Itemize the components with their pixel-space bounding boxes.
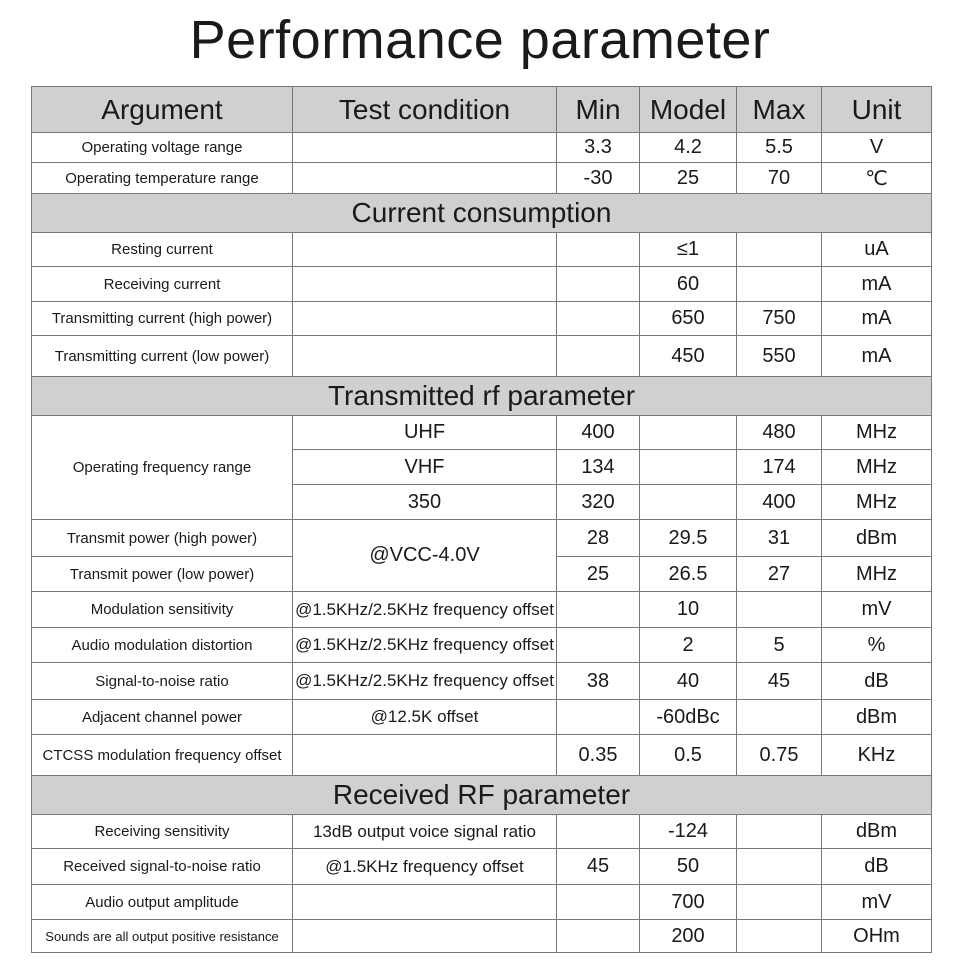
section-title: Transmitted rf parameter bbox=[32, 377, 932, 416]
table-row bbox=[32, 520, 932, 557]
condition-cell bbox=[293, 233, 557, 267]
condition-cell: @1.5KHz/2.5KHz frequency offset bbox=[293, 628, 557, 663]
argument-cell: Transmitting current (high power) bbox=[32, 302, 293, 336]
unit-cell: KHz bbox=[822, 735, 932, 776]
min-cell bbox=[557, 233, 640, 267]
section-received-rf-parameter bbox=[32, 776, 932, 815]
model-cell: 26.5 bbox=[640, 557, 737, 592]
condition-cell bbox=[293, 267, 557, 302]
table-row bbox=[32, 735, 932, 776]
model-cell: ≤1 bbox=[640, 233, 737, 267]
min-cell: 3.3 bbox=[557, 133, 640, 163]
model-cell: 60 bbox=[640, 267, 737, 302]
argument-cell: Modulation sensitivity bbox=[32, 592, 293, 628]
header-argument: Argument bbox=[32, 87, 293, 133]
argument-cell: Operating voltage range bbox=[32, 133, 293, 163]
model-cell: 25 bbox=[640, 163, 737, 194]
table-row bbox=[32, 885, 932, 920]
min-cell bbox=[557, 700, 640, 735]
condition-cell: @1.5KHz frequency offset bbox=[293, 849, 557, 885]
max-cell: 70 bbox=[737, 163, 822, 194]
table-row bbox=[32, 416, 932, 450]
unit-cell: MHz bbox=[822, 557, 932, 592]
page-title: Performance parameter bbox=[189, 10, 771, 70]
table-row bbox=[32, 267, 932, 302]
header-max: Max bbox=[737, 87, 822, 133]
table-row bbox=[32, 815, 932, 849]
header-model: Model bbox=[640, 87, 737, 133]
model-cell bbox=[640, 450, 737, 485]
model-cell: 50 bbox=[640, 849, 737, 885]
argument-cell: Received signal-to-noise ratio bbox=[32, 849, 293, 885]
condition-cell: @VCC-4.0V bbox=[293, 520, 557, 592]
max-cell: 5.5 bbox=[737, 133, 822, 163]
condition-cell: UHF bbox=[293, 416, 557, 450]
model-cell: 0.5 bbox=[640, 735, 737, 776]
min-cell: 0.35 bbox=[557, 735, 640, 776]
argument-cell: Receiving sensitivity bbox=[32, 815, 293, 849]
table-row bbox=[32, 336, 932, 377]
condition-cell: @1.5KHz/2.5KHz frequency offset bbox=[293, 592, 557, 628]
min-cell bbox=[557, 267, 640, 302]
max-cell: 31 bbox=[737, 520, 822, 557]
header-row bbox=[32, 87, 932, 133]
condition-cell: 13dB output voice signal ratio bbox=[293, 815, 557, 849]
unit-cell: ℃ bbox=[822, 163, 932, 194]
condition-cell: 350 bbox=[293, 485, 557, 520]
min-cell bbox=[557, 815, 640, 849]
argument-cell: Audio output amplitude bbox=[32, 885, 293, 920]
condition-cell bbox=[293, 133, 557, 163]
header-unit: Unit bbox=[822, 87, 932, 133]
min-cell bbox=[557, 628, 640, 663]
table-row bbox=[32, 700, 932, 735]
argument-cell: Transmit power (low power) bbox=[32, 557, 293, 592]
argument-cell: Adjacent channel power bbox=[32, 700, 293, 735]
argument-cell: Signal-to-noise ratio bbox=[32, 663, 293, 700]
model-cell: 700 bbox=[640, 885, 737, 920]
table-row bbox=[32, 302, 932, 336]
condition-cell bbox=[293, 920, 557, 953]
header-test-condition: Test condition bbox=[293, 87, 557, 133]
unit-cell: dBm bbox=[822, 520, 932, 557]
model-cell bbox=[640, 485, 737, 520]
min-cell: 25 bbox=[557, 557, 640, 592]
header-min: Min bbox=[557, 87, 640, 133]
table-row bbox=[32, 849, 932, 885]
max-cell: 174 bbox=[737, 450, 822, 485]
max-cell bbox=[737, 849, 822, 885]
argument-cell: CTCSS modulation frequency offset bbox=[32, 735, 293, 776]
table-row bbox=[32, 163, 932, 194]
min-cell bbox=[557, 336, 640, 377]
max-cell: 45 bbox=[737, 663, 822, 700]
unit-cell: mA bbox=[822, 267, 932, 302]
argument-cell: Transmit power (high power) bbox=[32, 520, 293, 557]
max-cell bbox=[737, 920, 822, 953]
min-cell: 45 bbox=[557, 849, 640, 885]
min-cell bbox=[557, 302, 640, 336]
model-cell: -124 bbox=[640, 815, 737, 849]
model-cell: 200 bbox=[640, 920, 737, 953]
unit-cell: dB bbox=[822, 663, 932, 700]
table-row bbox=[32, 592, 932, 628]
max-cell: 480 bbox=[737, 416, 822, 450]
table-row bbox=[32, 133, 932, 163]
condition-cell: @1.5KHz/2.5KHz frequency offset bbox=[293, 663, 557, 700]
model-cell: 450 bbox=[640, 336, 737, 377]
condition-cell: @12.5K offset bbox=[293, 700, 557, 735]
model-cell: 10 bbox=[640, 592, 737, 628]
condition-cell bbox=[293, 336, 557, 377]
unit-cell: mA bbox=[822, 302, 932, 336]
condition-cell bbox=[293, 735, 557, 776]
max-cell bbox=[737, 233, 822, 267]
argument-cell: Operating frequency range bbox=[32, 416, 293, 520]
max-cell: 750 bbox=[737, 302, 822, 336]
argument-cell: Audio modulation distortion bbox=[32, 628, 293, 663]
max-cell bbox=[737, 885, 822, 920]
performance-table bbox=[31, 86, 932, 953]
unit-cell: OHm bbox=[822, 920, 932, 953]
min-cell: 400 bbox=[557, 416, 640, 450]
condition-cell bbox=[293, 163, 557, 194]
min-cell: 320 bbox=[557, 485, 640, 520]
max-cell: 27 bbox=[737, 557, 822, 592]
section-transmitted-rf-parameter bbox=[32, 377, 932, 416]
unit-cell: dBm bbox=[822, 815, 932, 849]
max-cell: 0.75 bbox=[737, 735, 822, 776]
model-cell: 4.2 bbox=[640, 133, 737, 163]
section-current-consumption bbox=[32, 194, 932, 233]
condition-cell: VHF bbox=[293, 450, 557, 485]
table-row bbox=[32, 628, 932, 663]
min-cell: -30 bbox=[557, 163, 640, 194]
unit-cell: mV bbox=[822, 592, 932, 628]
min-cell bbox=[557, 920, 640, 953]
argument-cell: Transmitting current (low power) bbox=[32, 336, 293, 377]
max-cell bbox=[737, 592, 822, 628]
max-cell: 400 bbox=[737, 485, 822, 520]
model-cell: 650 bbox=[640, 302, 737, 336]
min-cell bbox=[557, 592, 640, 628]
table-row bbox=[32, 920, 932, 953]
argument-cell: Resting current bbox=[32, 233, 293, 267]
unit-cell: V bbox=[822, 133, 932, 163]
unit-cell: MHz bbox=[822, 416, 932, 450]
max-cell bbox=[737, 815, 822, 849]
min-cell: 28 bbox=[557, 520, 640, 557]
unit-cell: MHz bbox=[822, 450, 932, 485]
min-cell: 38 bbox=[557, 663, 640, 700]
argument-cell: Operating temperature range bbox=[32, 163, 293, 194]
max-cell: 5 bbox=[737, 628, 822, 663]
argument-cell: Sounds are all output positive resistance bbox=[32, 920, 293, 953]
min-cell bbox=[557, 885, 640, 920]
argument-cell: Receiving current bbox=[32, 267, 293, 302]
unit-cell: MHz bbox=[822, 485, 932, 520]
unit-cell: mV bbox=[822, 885, 932, 920]
model-cell: 29.5 bbox=[640, 520, 737, 557]
condition-cell bbox=[293, 302, 557, 336]
section-title: Current consumption bbox=[32, 194, 932, 233]
table-row bbox=[32, 233, 932, 267]
max-cell bbox=[737, 700, 822, 735]
max-cell bbox=[737, 267, 822, 302]
unit-cell: dBm bbox=[822, 700, 932, 735]
unit-cell: dB bbox=[822, 849, 932, 885]
max-cell: 550 bbox=[737, 336, 822, 377]
unit-cell: % bbox=[822, 628, 932, 663]
table-row bbox=[32, 663, 932, 700]
min-cell: 134 bbox=[557, 450, 640, 485]
condition-cell bbox=[293, 885, 557, 920]
model-cell: -60dBc bbox=[640, 700, 737, 735]
model-cell bbox=[640, 416, 737, 450]
model-cell: 40 bbox=[640, 663, 737, 700]
unit-cell: uA bbox=[822, 233, 932, 267]
unit-cell: mA bbox=[822, 336, 932, 377]
model-cell: 2 bbox=[640, 628, 737, 663]
section-title: Received RF parameter bbox=[32, 776, 932, 815]
